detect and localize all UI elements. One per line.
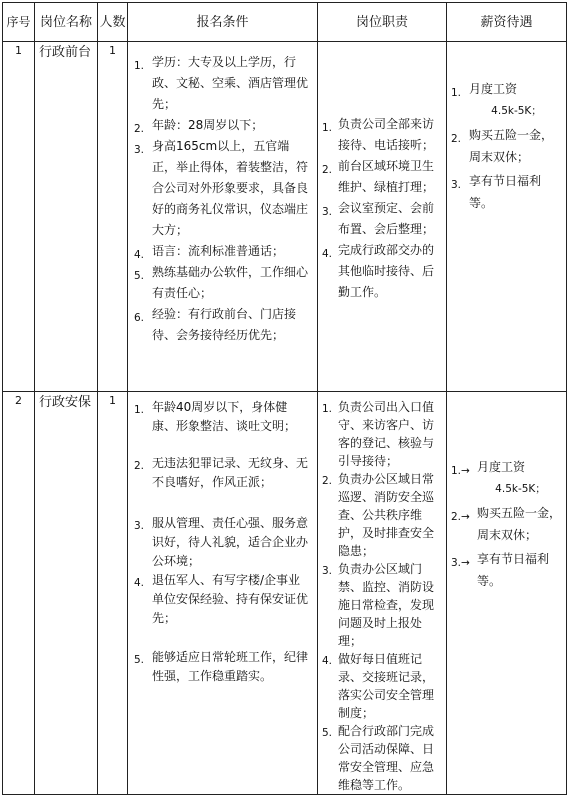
list-item: 5. 配合行政部门完成公司活动保障、日常安全管理、应急维稳等工作。 bbox=[322, 724, 435, 792]
list-item: 2. 前台区域环境卫生维护、绿植打理； bbox=[322, 159, 435, 194]
list-item: 3.→ 享有节日福利等。 bbox=[451, 552, 550, 588]
row-index: 2 bbox=[3, 392, 35, 795]
arrow-icon: → bbox=[461, 557, 470, 569]
position-name: 行政前台 bbox=[35, 42, 98, 392]
list-item: 1.→ 月度工资 4.5k-5K； bbox=[451, 456, 564, 500]
list-item: 6. 经验：有行政前台、门店接待、会务接待经历优先； bbox=[134, 307, 297, 342]
list-item: 2. 无违法犯罪记录、无纹身、无不良嗜好，作风正派； bbox=[134, 456, 309, 489]
headcount: 1 bbox=[98, 392, 128, 795]
salary-cell bbox=[447, 42, 567, 392]
requirements-cell bbox=[128, 42, 318, 392]
list-item: 3. 负责办公区域门禁、监控、消防设施日常检查，发现问题及时上报处理； bbox=[322, 562, 435, 648]
header-row bbox=[3, 3, 567, 42]
list-item: 4. 完成行政部交办的其他临时接待、后勤工作。 bbox=[322, 243, 435, 299]
list-item: 3. 身高165cm以上，五官端正，举止得体，着装整洁，符合公司对外形象要求，具备良好的商务礼仪常识，仪态端庄大方； bbox=[134, 139, 309, 237]
table-row bbox=[3, 42, 567, 392]
header-duties: 岗位职责 bbox=[318, 3, 447, 42]
arrow-icon: → bbox=[461, 465, 470, 477]
list-item: 2. 年龄：28周岁以下； bbox=[134, 118, 264, 135]
list-item: 4. 语言：流利标准普通话； bbox=[134, 244, 285, 261]
header-salary: 薪资待遇 bbox=[447, 3, 567, 42]
list-item: 5. 能够适应日常轮班工作，纪律性强，工作稳重踏实。 bbox=[134, 650, 309, 683]
salary-range: 4.5k-5K； bbox=[491, 105, 542, 117]
list-item: 2.→ 购买五险一金，周末双休； bbox=[451, 506, 562, 542]
headcount: 1 bbox=[98, 42, 128, 392]
header-requirements: 报名条件 bbox=[128, 3, 318, 42]
list-item: 3. 享有节日福利等。 bbox=[451, 174, 542, 210]
position-name: 行政安保 bbox=[35, 392, 98, 795]
table-row bbox=[3, 392, 567, 795]
header-count: 人数 bbox=[98, 3, 128, 42]
row-index: 1 bbox=[3, 42, 35, 392]
header-position: 岗位名称 bbox=[35, 3, 98, 42]
list-item: 2. 负责办公区域日常巡逻、消防安全巡查、公共秩序维护，及时排查安全隐患； bbox=[322, 472, 435, 558]
duties-cell bbox=[318, 42, 447, 392]
list-item: 1. 月度工资 4.5k-5K； bbox=[451, 78, 564, 122]
list-item: 3. 会议室预定、会前布置、会后整理； bbox=[322, 201, 435, 236]
list-item: 5. 熟练基础办公软件，工作细心有责任心； bbox=[134, 265, 309, 300]
duties-cell bbox=[318, 392, 447, 795]
salary-range: 4.5k-5K； bbox=[495, 483, 546, 495]
list-item: 4. 退伍军人、有写字楼/企事业单位安保经验、持有保安证优先； bbox=[134, 573, 309, 625]
list-item: 1. 负责公司全部来访接待、电话接听； bbox=[322, 117, 435, 152]
requirements-cell bbox=[128, 392, 318, 795]
header-index: 序号 bbox=[3, 3, 35, 42]
list-item: 1. 年龄40周岁以下，身体健康、形象整洁、谈吐文明； bbox=[134, 400, 297, 433]
recruitment-table bbox=[2, 2, 567, 795]
arrow-icon: → bbox=[461, 511, 470, 523]
list-item: 4. 做好每日值班记录、交接班记录，落实公司安全管理制度； bbox=[322, 652, 435, 720]
list-item: 2. 购买五险一金，周末双休； bbox=[451, 128, 554, 164]
list-item: 3. 服从管理、责任心强、服务意识好，待人礼貌，适合企业办公环境； bbox=[134, 516, 309, 568]
list-item: 1. 学历：大专及以上学历，行政、文秘、空乘、酒店管理优先； bbox=[134, 55, 309, 111]
list-item: 1. 负责公司出入口值守、来访客户、访客的登记、核验与引导接待； bbox=[322, 400, 435, 468]
salary-cell bbox=[447, 392, 567, 795]
